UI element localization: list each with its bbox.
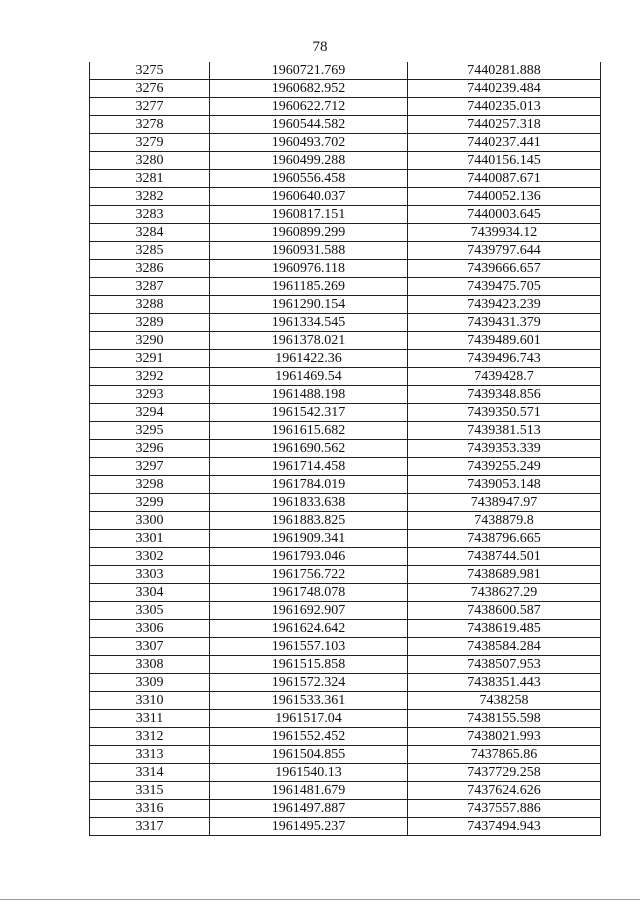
point-number-cell: 3312 xyxy=(90,728,210,746)
point-number-cell: 3299 xyxy=(90,494,210,512)
table-row xyxy=(90,80,601,98)
point-number-cell: 3285 xyxy=(90,242,210,260)
y-coordinate-cell: 7437729.258 xyxy=(408,764,601,782)
x-coordinate-cell: 1960544.582 xyxy=(210,116,408,134)
x-coordinate-cell: 1960721.769 xyxy=(210,62,408,80)
table-row xyxy=(90,746,601,764)
table-row xyxy=(90,602,601,620)
table-row xyxy=(90,728,601,746)
point-number-cell: 3297 xyxy=(90,458,210,476)
point-number-cell: 3313 xyxy=(90,746,210,764)
point-number-cell: 3306 xyxy=(90,620,210,638)
y-coordinate-cell: 7439666.657 xyxy=(408,260,601,278)
y-coordinate-cell: 7438796.665 xyxy=(408,530,601,548)
y-coordinate-cell: 7438507.953 xyxy=(408,656,601,674)
x-coordinate-cell: 1960499.288 xyxy=(210,152,408,170)
point-number-cell: 3298 xyxy=(90,476,210,494)
x-coordinate-cell: 1961540.13 xyxy=(210,764,408,782)
y-coordinate-cell: 7440003.645 xyxy=(408,206,601,224)
y-coordinate-cell: 7437557.886 xyxy=(408,800,601,818)
y-coordinate-cell: 7438021.993 xyxy=(408,728,601,746)
y-coordinate-cell: 7440239.484 xyxy=(408,80,601,98)
x-coordinate-cell: 1961756.722 xyxy=(210,566,408,584)
x-coordinate-cell: 1961557.103 xyxy=(210,638,408,656)
point-number-cell: 3275 xyxy=(90,62,210,80)
table-row xyxy=(90,476,601,494)
x-coordinate-cell: 1961615.682 xyxy=(210,422,408,440)
x-coordinate-cell: 1960640.037 xyxy=(210,188,408,206)
table-row xyxy=(90,134,601,152)
point-number-cell: 3281 xyxy=(90,170,210,188)
y-coordinate-cell: 7439348.856 xyxy=(408,386,601,404)
table-row xyxy=(90,242,601,260)
x-coordinate-cell: 1960899.299 xyxy=(210,224,408,242)
point-number-cell: 3292 xyxy=(90,368,210,386)
x-coordinate-cell: 1961883.825 xyxy=(210,512,408,530)
point-number-cell: 3288 xyxy=(90,296,210,314)
table-row xyxy=(90,98,601,116)
point-number-cell: 3308 xyxy=(90,656,210,674)
table-row xyxy=(90,62,601,80)
table-row xyxy=(90,440,601,458)
x-coordinate-cell: 1961784.019 xyxy=(210,476,408,494)
table-row xyxy=(90,818,601,836)
table-row xyxy=(90,386,601,404)
point-number-cell: 3289 xyxy=(90,314,210,332)
y-coordinate-cell: 7439934.12 xyxy=(408,224,601,242)
point-number-cell: 3305 xyxy=(90,602,210,620)
y-coordinate-cell: 7439431.379 xyxy=(408,314,601,332)
y-coordinate-cell: 7439350.571 xyxy=(408,404,601,422)
y-coordinate-cell: 7439353.339 xyxy=(408,440,601,458)
point-number-cell: 3282 xyxy=(90,188,210,206)
point-number-cell: 3314 xyxy=(90,764,210,782)
point-number-cell: 3280 xyxy=(90,152,210,170)
point-number-cell: 3302 xyxy=(90,548,210,566)
page-bottom-edge xyxy=(0,899,640,900)
y-coordinate-cell: 7438155.598 xyxy=(408,710,601,728)
table-row xyxy=(90,296,601,314)
x-coordinate-cell: 1960622.712 xyxy=(210,98,408,116)
point-number-cell: 3296 xyxy=(90,440,210,458)
y-coordinate-cell: 7440281.888 xyxy=(408,62,601,80)
x-coordinate-cell: 1961495.237 xyxy=(210,818,408,836)
point-number-cell: 3283 xyxy=(90,206,210,224)
x-coordinate-cell: 1961517.04 xyxy=(210,710,408,728)
y-coordinate-cell: 7438351.443 xyxy=(408,674,601,692)
y-coordinate-cell: 7439489.601 xyxy=(408,332,601,350)
y-coordinate-cell: 7439053.148 xyxy=(408,476,601,494)
x-coordinate-cell: 1961378.021 xyxy=(210,332,408,350)
point-number-cell: 3277 xyxy=(90,98,210,116)
point-number-cell: 3286 xyxy=(90,260,210,278)
point-number-cell: 3291 xyxy=(90,350,210,368)
x-coordinate-cell: 1961481.679 xyxy=(210,782,408,800)
table-row xyxy=(90,224,601,242)
y-coordinate-cell: 7438744.501 xyxy=(408,548,601,566)
x-coordinate-cell: 1960682.952 xyxy=(210,80,408,98)
coordinates-table xyxy=(89,62,601,836)
table-row xyxy=(90,674,601,692)
y-coordinate-cell: 7440087.671 xyxy=(408,170,601,188)
table-row xyxy=(90,620,601,638)
point-number-cell: 3307 xyxy=(90,638,210,656)
x-coordinate-cell: 1961690.562 xyxy=(210,440,408,458)
table-row xyxy=(90,422,601,440)
table-row xyxy=(90,278,601,296)
table-row xyxy=(90,494,601,512)
x-coordinate-cell: 1961469.54 xyxy=(210,368,408,386)
point-number-cell: 3317 xyxy=(90,818,210,836)
table-row xyxy=(90,638,601,656)
table-row xyxy=(90,170,601,188)
x-coordinate-cell: 1961552.452 xyxy=(210,728,408,746)
table-row xyxy=(90,116,601,134)
table-row xyxy=(90,188,601,206)
table-row xyxy=(90,548,601,566)
x-coordinate-cell: 1961504.855 xyxy=(210,746,408,764)
y-coordinate-cell: 7440257.318 xyxy=(408,116,601,134)
table-row xyxy=(90,368,601,386)
table-row xyxy=(90,710,601,728)
point-number-cell: 3310 xyxy=(90,692,210,710)
point-number-cell: 3315 xyxy=(90,782,210,800)
y-coordinate-cell: 7439496.743 xyxy=(408,350,601,368)
table-row xyxy=(90,512,601,530)
y-coordinate-cell: 7437624.626 xyxy=(408,782,601,800)
y-coordinate-cell: 7438584.284 xyxy=(408,638,601,656)
x-coordinate-cell: 1961692.907 xyxy=(210,602,408,620)
x-coordinate-cell: 1961515.858 xyxy=(210,656,408,674)
x-coordinate-cell: 1960556.458 xyxy=(210,170,408,188)
point-number-cell: 3300 xyxy=(90,512,210,530)
x-coordinate-cell: 1961334.545 xyxy=(210,314,408,332)
table-row xyxy=(90,260,601,278)
y-coordinate-cell: 7439381.513 xyxy=(408,422,601,440)
y-coordinate-cell: 7439255.249 xyxy=(408,458,601,476)
x-coordinate-cell: 1961624.642 xyxy=(210,620,408,638)
y-coordinate-cell: 7438600.587 xyxy=(408,602,601,620)
table-row xyxy=(90,458,601,476)
x-coordinate-cell: 1961572.324 xyxy=(210,674,408,692)
table-row xyxy=(90,350,601,368)
y-coordinate-cell: 7438689.981 xyxy=(408,566,601,584)
table-row xyxy=(90,206,601,224)
x-coordinate-cell: 1960493.702 xyxy=(210,134,408,152)
x-coordinate-cell: 1961497.887 xyxy=(210,800,408,818)
x-coordinate-cell: 1961185.269 xyxy=(210,278,408,296)
y-coordinate-cell: 7439475.705 xyxy=(408,278,601,296)
table-row xyxy=(90,404,601,422)
x-coordinate-cell: 1961748.078 xyxy=(210,584,408,602)
point-number-cell: 3303 xyxy=(90,566,210,584)
point-number-cell: 3304 xyxy=(90,584,210,602)
y-coordinate-cell: 7440156.145 xyxy=(408,152,601,170)
table-row xyxy=(90,782,601,800)
y-coordinate-cell: 7437865.86 xyxy=(408,746,601,764)
x-coordinate-cell: 1961793.046 xyxy=(210,548,408,566)
point-number-cell: 3293 xyxy=(90,386,210,404)
table-row xyxy=(90,530,601,548)
x-coordinate-cell: 1961422.36 xyxy=(210,350,408,368)
point-number-cell: 3290 xyxy=(90,332,210,350)
x-coordinate-cell: 1961909.341 xyxy=(210,530,408,548)
x-coordinate-cell: 1960817.151 xyxy=(210,206,408,224)
table-row xyxy=(90,152,601,170)
y-coordinate-cell: 7438879.8 xyxy=(408,512,601,530)
y-coordinate-cell: 7439797.644 xyxy=(408,242,601,260)
point-number-cell: 3316 xyxy=(90,800,210,818)
x-coordinate-cell: 1960976.118 xyxy=(210,260,408,278)
x-coordinate-cell: 1961542.317 xyxy=(210,404,408,422)
point-number-cell: 3279 xyxy=(90,134,210,152)
point-number-cell: 3311 xyxy=(90,710,210,728)
point-number-cell: 3276 xyxy=(90,80,210,98)
x-coordinate-cell: 1961533.361 xyxy=(210,692,408,710)
point-number-cell: 3284 xyxy=(90,224,210,242)
table-row xyxy=(90,584,601,602)
point-number-cell: 3301 xyxy=(90,530,210,548)
x-coordinate-cell: 1961833.638 xyxy=(210,494,408,512)
y-coordinate-cell: 7438619.485 xyxy=(408,620,601,638)
table-row xyxy=(90,764,601,782)
y-coordinate-cell: 7438258 xyxy=(408,692,601,710)
point-number-cell: 3287 xyxy=(90,278,210,296)
x-coordinate-cell: 1960931.588 xyxy=(210,242,408,260)
coordinates-table-body xyxy=(90,62,601,836)
point-number-cell: 3309 xyxy=(90,674,210,692)
y-coordinate-cell: 7439428.7 xyxy=(408,368,601,386)
table-row xyxy=(90,566,601,584)
table-row xyxy=(90,656,601,674)
page-number: 78 xyxy=(312,39,328,55)
y-coordinate-cell: 7439423.239 xyxy=(408,296,601,314)
table-row xyxy=(90,692,601,710)
y-coordinate-cell: 7440052.136 xyxy=(408,188,601,206)
point-number-cell: 3278 xyxy=(90,116,210,134)
table-row xyxy=(90,332,601,350)
point-number-cell: 3295 xyxy=(90,422,210,440)
table-row xyxy=(90,314,601,332)
point-number-cell: 3294 xyxy=(90,404,210,422)
y-coordinate-cell: 7440235.013 xyxy=(408,98,601,116)
y-coordinate-cell: 7438947.97 xyxy=(408,494,601,512)
y-coordinate-cell: 7440237.441 xyxy=(408,134,601,152)
x-coordinate-cell: 1961290.154 xyxy=(210,296,408,314)
x-coordinate-cell: 1961714.458 xyxy=(210,458,408,476)
y-coordinate-cell: 7438627.29 xyxy=(408,584,601,602)
x-coordinate-cell: 1961488.198 xyxy=(210,386,408,404)
table-row xyxy=(90,800,601,818)
y-coordinate-cell: 7437494.943 xyxy=(408,818,601,836)
